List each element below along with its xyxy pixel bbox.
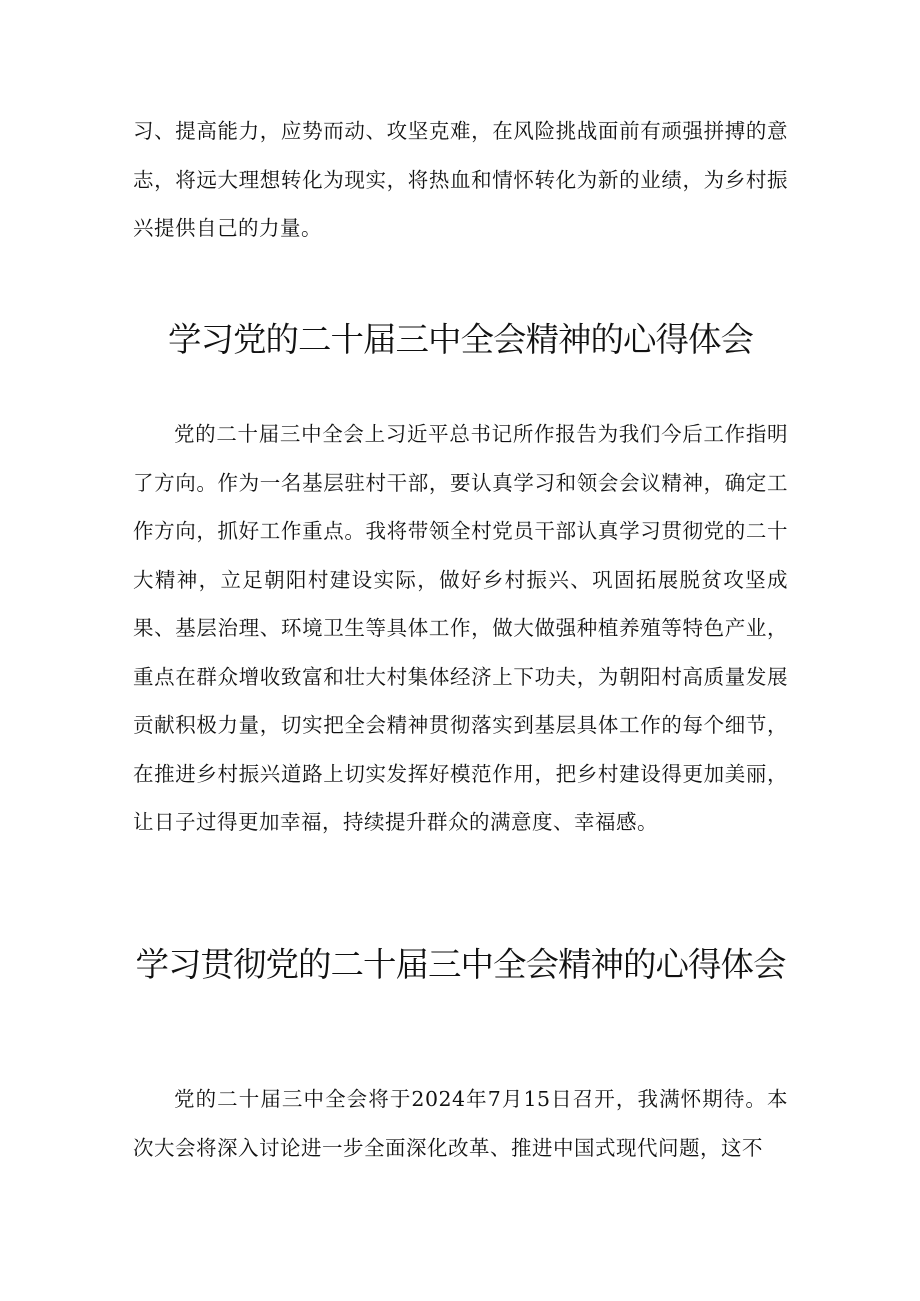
body-paragraph-1: 党的二十届三中全会上习近平总书记所作报告为我们今后工作指明了方向。作为一名基层驻村干部，要认真学习和领会会议精神，确定工作方向，抓好工作重点。我将带领全村党员干部认真学习贯彻党的二十大精神，立足朝阳村建设实际，做好乡村振兴、巩固拓展脱贫攻坚成果、基层治理、环境卫生等具体工作，做大做强种植养殖等特色产业，重点在群众增收致富和壮大村集体经济上下功夫，为朝阳村高质量发展贡献积极力量，切实把全会精神贯彻落实到基层具体工作的每个细节，在推进乡村振兴道路上切实发挥好模范作用，把乡村建设得更加美丽，让日子过得更加幸福，持续提升群众的满意度、幸福感。	[133, 422, 788, 834]
body-paragraph-2: 党的二十届三中全会将于2024年7月15日召开，我满怀期待。本次大会将深入讨论进一步全面深化改革、推进中国式现代问题，这不	[133, 1087, 788, 1160]
section-heading-2: 学习贯彻党的二十届三中全会精神的心得体会	[135, 945, 786, 984]
section-heading-1: 学习党的二十届三中全会精神的心得体会	[168, 320, 753, 359]
body-paragraph-continued: 习、提高能力，应势而动、攻坚克难，在风险挑战面前有顽强拼搏的意志，将远大理想转化为现实，将热血和情怀转化为新的业绩，为乡村振兴提供自己的力量。	[133, 119, 788, 240]
